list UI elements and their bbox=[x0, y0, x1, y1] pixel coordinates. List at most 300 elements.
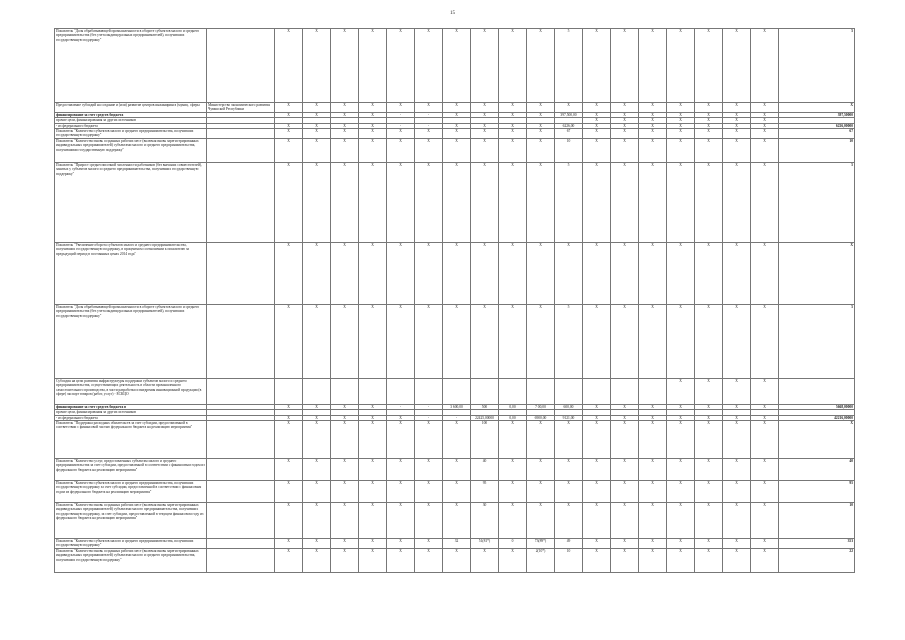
row-label: Показатель "Количество вновь созданных рабочих мест (включая вновь зарегистрированных индивидуальных предпринимателей) субъектами малого и среднего предпринимательства, получивших государственную поддержку" bbox=[55, 549, 207, 573]
table-cell: X bbox=[583, 242, 611, 304]
table-cell: X bbox=[527, 459, 555, 481]
table-cell: X bbox=[723, 481, 751, 503]
table-cell: 3 600,00 bbox=[443, 404, 471, 409]
table-cell: X bbox=[583, 112, 611, 117]
table-cell: X bbox=[527, 29, 555, 103]
table-cell: X bbox=[443, 242, 471, 304]
table-cell: X bbox=[723, 503, 751, 539]
table-cell: X bbox=[667, 404, 695, 409]
table-cell: X bbox=[667, 415, 695, 420]
table-cell: X bbox=[331, 549, 359, 573]
table-cell: X bbox=[583, 549, 611, 573]
row-label: финансирование за счет средств бюджета в bbox=[55, 404, 207, 409]
table-cell: X bbox=[275, 112, 303, 117]
table-cell: X bbox=[359, 162, 387, 242]
table-cell: X bbox=[695, 162, 723, 242]
table-row bbox=[55, 549, 855, 573]
table-cell: - bbox=[415, 123, 443, 128]
table-cell: X bbox=[751, 459, 779, 481]
table-cell: X bbox=[471, 304, 499, 378]
table-cell: X bbox=[639, 29, 667, 103]
row-unit bbox=[207, 549, 275, 573]
table-cell: 5 bbox=[555, 29, 583, 103]
table-cell: X bbox=[723, 138, 751, 162]
table-cell: X bbox=[275, 481, 303, 503]
row-label: Показатель "Доля обрабатывающей промышленности в обороте субъектов малого и среднего предпринимательства (без учета индивидуальных предпринимателей), получивших государственную поддержку" bbox=[55, 29, 207, 103]
table-cell: X bbox=[499, 138, 527, 162]
table-cell: X bbox=[555, 503, 583, 539]
table-cell: X bbox=[723, 123, 751, 128]
row-total: 42216,00000 bbox=[779, 415, 855, 420]
table-cell bbox=[499, 378, 527, 404]
table-cell: X bbox=[331, 123, 359, 128]
table-cell: X bbox=[275, 503, 303, 539]
row-total: 5668,00000 bbox=[779, 404, 855, 409]
table-cell: X bbox=[499, 112, 527, 117]
table-cell: 9121,00 bbox=[555, 415, 583, 420]
table-cell: X bbox=[583, 162, 611, 242]
table-cell: X bbox=[275, 123, 303, 128]
table-cell: 10 bbox=[555, 138, 583, 162]
table-cell: X bbox=[303, 503, 331, 539]
table-cell: X bbox=[275, 129, 303, 139]
table-cell: X bbox=[331, 129, 359, 139]
table-cell: X bbox=[359, 549, 387, 573]
table-cell: X bbox=[583, 503, 611, 539]
table-cell: X bbox=[499, 162, 527, 242]
row-total: 10 bbox=[779, 138, 855, 162]
table-cell: X bbox=[443, 162, 471, 242]
table-cell: X bbox=[415, 481, 443, 503]
table-cell: X bbox=[751, 242, 779, 304]
table-cell: X bbox=[275, 242, 303, 304]
table-cell: X bbox=[555, 481, 583, 503]
table-cell: X bbox=[723, 539, 751, 549]
table-cell: X bbox=[359, 242, 387, 304]
table-cell: X bbox=[527, 242, 555, 304]
table-cell bbox=[443, 378, 471, 404]
table-cell: X bbox=[443, 549, 471, 573]
table-cell: - bbox=[415, 404, 443, 409]
table-cell: X bbox=[695, 138, 723, 162]
table-cell: X bbox=[443, 304, 471, 378]
table-cell: X bbox=[303, 123, 331, 128]
table-cell: X bbox=[443, 123, 471, 128]
table-cell: X bbox=[387, 129, 415, 139]
table-cell: X bbox=[751, 549, 779, 573]
table-cell: X bbox=[639, 549, 667, 573]
table-cell: X bbox=[387, 162, 415, 242]
table-cell: X bbox=[275, 29, 303, 103]
table-cell: X bbox=[359, 129, 387, 139]
table-row bbox=[55, 129, 855, 139]
table-cell: X bbox=[527, 112, 555, 117]
row-total: 10 bbox=[779, 503, 855, 539]
table-cell: X bbox=[667, 29, 695, 103]
table-cell bbox=[639, 378, 667, 404]
table-cell: X bbox=[359, 304, 387, 378]
row-label: Показатель "Количество субъектов малого и среднего предпринимательства, получивших государственную поддержку" bbox=[55, 129, 207, 139]
page-number: 15 bbox=[450, 11, 455, 16]
table-cell: X bbox=[443, 129, 471, 139]
table-cell: X bbox=[415, 304, 443, 378]
table-cell: X bbox=[667, 242, 695, 304]
table-cell: X bbox=[667, 304, 695, 378]
row-total: 40 bbox=[779, 459, 855, 481]
table-cell: 0,00 bbox=[499, 415, 527, 420]
table-cell: X bbox=[415, 162, 443, 242]
table-cell: - bbox=[415, 415, 443, 420]
row-total: 353 bbox=[779, 539, 855, 549]
table-cell: X bbox=[331, 29, 359, 103]
table-cell: X bbox=[723, 29, 751, 103]
table-cell: X bbox=[667, 162, 695, 242]
table-cell: X bbox=[443, 138, 471, 162]
table-cell: X bbox=[695, 404, 723, 409]
table-cell: X bbox=[639, 112, 667, 117]
table-cell: X bbox=[611, 242, 639, 304]
table-cell: - bbox=[443, 415, 471, 420]
table-cell: X bbox=[303, 404, 331, 409]
table-cell: X bbox=[387, 481, 415, 503]
row-unit bbox=[207, 29, 275, 103]
table-cell: X bbox=[639, 459, 667, 481]
table-cell: X bbox=[723, 103, 751, 113]
table-cell: X bbox=[471, 242, 499, 304]
table-row bbox=[55, 503, 855, 539]
table-cell: 5 bbox=[555, 304, 583, 378]
table-cell: X bbox=[639, 503, 667, 539]
table-cell: 500 bbox=[471, 404, 499, 409]
row-unit bbox=[207, 421, 275, 459]
table-cell bbox=[359, 378, 387, 404]
table-cell: X bbox=[303, 415, 331, 420]
table-cell: X bbox=[415, 503, 443, 539]
table-cell: X bbox=[387, 242, 415, 304]
table-cell: X bbox=[527, 162, 555, 242]
table-cell: X bbox=[331, 304, 359, 378]
table-cell: 600,00 bbox=[555, 404, 583, 409]
table-cell: X bbox=[387, 549, 415, 573]
table-cell: X bbox=[611, 459, 639, 481]
table-cell: X bbox=[303, 242, 331, 304]
row-total: 5 bbox=[779, 162, 855, 242]
table-cell: X bbox=[555, 459, 583, 481]
table-cell: X bbox=[695, 539, 723, 549]
table-cell: X bbox=[359, 103, 387, 113]
table-cell: 32 bbox=[443, 539, 471, 549]
table-cell: X bbox=[275, 539, 303, 549]
table-cell: X bbox=[639, 242, 667, 304]
table-cell: 6226,00 bbox=[555, 123, 583, 128]
table-cell: X bbox=[275, 421, 303, 459]
table-cell: X bbox=[275, 304, 303, 378]
row-total: X bbox=[779, 103, 855, 113]
table-row bbox=[55, 459, 855, 481]
table-cell: X bbox=[415, 242, 443, 304]
table-cell: X bbox=[527, 304, 555, 378]
table-cell: X bbox=[611, 421, 639, 459]
table-cell: X bbox=[695, 549, 723, 573]
table-cell: X bbox=[471, 549, 499, 573]
table-cell: X bbox=[639, 103, 667, 113]
table-cell: 100 bbox=[471, 421, 499, 459]
table-cell: X bbox=[303, 112, 331, 117]
row-unit bbox=[207, 138, 275, 162]
table-row bbox=[55, 378, 855, 404]
table-cell: X bbox=[639, 304, 667, 378]
table-cell: X bbox=[275, 162, 303, 242]
table-cell: X bbox=[471, 138, 499, 162]
table-cell: X bbox=[527, 503, 555, 539]
table-cell: 0 bbox=[499, 539, 527, 549]
table-cell: X bbox=[695, 304, 723, 378]
table-cell: X bbox=[303, 421, 331, 459]
table-cell: X bbox=[499, 304, 527, 378]
table-cell: 7 00,00 bbox=[527, 404, 555, 409]
row-total: 5 bbox=[779, 304, 855, 378]
row-label: - из федерального бюджета bbox=[55, 415, 207, 420]
table-cell: X bbox=[331, 242, 359, 304]
row-label: Показатель "Количество вновь созданных рабочих мест (включая вновь зарегистрированных индивидуальных предпринимателей) субъектами малого предпринимательства, получивших государственную поддержку, за счет субсидии, предоставленной в текущем финансовом году из федерального бюджета на реализацию мероприятия" bbox=[55, 503, 207, 539]
table-row bbox=[55, 242, 855, 304]
table-cell: X bbox=[359, 29, 387, 103]
table-cell: X bbox=[303, 29, 331, 103]
row-total: 22 bbox=[779, 549, 855, 573]
table-cell: X bbox=[751, 415, 779, 420]
table-cell: 2(10*) bbox=[527, 549, 555, 573]
table-cell: X bbox=[387, 421, 415, 459]
table-cell: X bbox=[303, 162, 331, 242]
table-cell: X bbox=[359, 123, 387, 128]
table-cell: X bbox=[695, 242, 723, 304]
table-cell bbox=[471, 378, 499, 404]
table-cell: - bbox=[387, 112, 415, 117]
table-cell: X bbox=[611, 549, 639, 573]
table-cell: X bbox=[331, 459, 359, 481]
row-unit bbox=[207, 304, 275, 378]
table-cell: X bbox=[443, 29, 471, 103]
table-cell: X bbox=[331, 112, 359, 117]
table-cell: X bbox=[387, 138, 415, 162]
table-cell: X bbox=[359, 459, 387, 481]
table-cell: - bbox=[387, 404, 415, 409]
row-unit bbox=[207, 242, 275, 304]
table-cell: X bbox=[667, 129, 695, 139]
table-cell: X bbox=[443, 503, 471, 539]
table-cell: X bbox=[471, 112, 499, 117]
table-cell bbox=[583, 378, 611, 404]
table-cell: X bbox=[751, 118, 779, 123]
table-cell: X bbox=[331, 503, 359, 539]
table-cell: X bbox=[751, 503, 779, 539]
table-cell: X bbox=[359, 112, 387, 117]
table-cell: X bbox=[723, 242, 751, 304]
table-cell: X bbox=[751, 123, 779, 128]
table-cell: - bbox=[415, 112, 443, 117]
table-row bbox=[55, 421, 855, 459]
table-cell: 6900,00 bbox=[527, 415, 555, 420]
table-cell: 51(81*) bbox=[471, 539, 499, 549]
table-row bbox=[55, 103, 855, 113]
table-cell: X bbox=[555, 103, 583, 113]
table-cell: X bbox=[303, 549, 331, 573]
table-cell: X bbox=[695, 503, 723, 539]
table-cell: X bbox=[611, 481, 639, 503]
table-cell: X bbox=[555, 242, 583, 304]
table-cell: 397,500,00 bbox=[555, 112, 583, 117]
table-cell: X bbox=[499, 129, 527, 139]
table-cell: X bbox=[611, 415, 639, 420]
row-label: Субсидия на цели развития инфраструктуры поддержки субъектов малого и среднего предпринимательства, осуществляющих деятельность в области промышленного самостоятельного производства, в части разработки и внедрения инновационной продукции (в сфере) экспорт товаров (работ, услуг) - ЕСКЦО bbox=[55, 378, 207, 404]
table-cell: X bbox=[275, 404, 303, 409]
table-cell: X bbox=[331, 162, 359, 242]
table-cell: X bbox=[583, 29, 611, 103]
table-cell: X bbox=[611, 129, 639, 139]
table-cell: X bbox=[751, 129, 779, 139]
table-cell: X bbox=[359, 421, 387, 459]
row-total: 95 bbox=[779, 481, 855, 503]
table-cell: X bbox=[639, 481, 667, 503]
table-cell: X bbox=[471, 162, 499, 242]
table-cell: X bbox=[695, 378, 723, 404]
table-cell: X bbox=[331, 103, 359, 113]
table-cell: X bbox=[443, 459, 471, 481]
table-cell bbox=[527, 378, 555, 404]
row-label: Показатель "Увеличение оборота субъектов малого и среднего предпринимательства, получивших государственную поддержку, в процентном соотношении к показателю за предыдущий период в постоянных ценах 2014 года" bbox=[55, 242, 207, 304]
table-cell: X bbox=[415, 138, 443, 162]
table-cell: X bbox=[527, 481, 555, 503]
table-cell: X bbox=[667, 503, 695, 539]
table-cell: X bbox=[303, 481, 331, 503]
table-cell: X bbox=[275, 103, 303, 113]
row-total: X bbox=[779, 421, 855, 459]
table-cell: X bbox=[443, 112, 471, 117]
table-cell: X bbox=[723, 404, 751, 409]
table-cell: X bbox=[667, 118, 695, 123]
table-cell: X bbox=[303, 103, 331, 113]
table-cell: X bbox=[611, 112, 639, 117]
row-label: Показатель "Количество услуг, предоставленных субъектам малого и среднего предпринимательства за счет субсидии, предоставленной в соответствии с финансовым годом из федерального бюджета на реализацию мероприятия" bbox=[55, 459, 207, 481]
table-cell: X bbox=[583, 304, 611, 378]
row-unit bbox=[207, 539, 275, 549]
table-cell: X bbox=[527, 421, 555, 459]
table-cell: X bbox=[751, 138, 779, 162]
table-cell: X bbox=[639, 162, 667, 242]
table-cell: X bbox=[527, 103, 555, 113]
row-unit bbox=[207, 162, 275, 242]
table-cell: X bbox=[751, 378, 779, 404]
table-row bbox=[55, 162, 855, 242]
table-cell: X bbox=[611, 29, 639, 103]
table-cell: 30 bbox=[471, 503, 499, 539]
table-cell: X bbox=[359, 138, 387, 162]
table-cell: X bbox=[527, 129, 555, 139]
table-cell: X bbox=[583, 539, 611, 549]
table-cell: X bbox=[611, 123, 639, 128]
table-cell: X bbox=[443, 481, 471, 503]
row-unit bbox=[207, 481, 275, 503]
table-cell bbox=[611, 378, 639, 404]
table-row bbox=[55, 138, 855, 162]
table-cell: X bbox=[751, 304, 779, 378]
data-table bbox=[54, 28, 855, 573]
table-cell: X bbox=[583, 421, 611, 459]
table-cell: X bbox=[695, 123, 723, 128]
table-cell: X bbox=[751, 421, 779, 459]
table-cell: X bbox=[415, 129, 443, 139]
table-cell: X bbox=[331, 415, 359, 420]
table-cell: X bbox=[387, 539, 415, 549]
table-cell: X bbox=[583, 129, 611, 139]
table-cell: 95 bbox=[471, 481, 499, 503]
table-cell: X bbox=[359, 481, 387, 503]
table-cell: X bbox=[275, 415, 303, 420]
table-cell: X bbox=[499, 242, 527, 304]
row-unit bbox=[207, 129, 275, 139]
table-row bbox=[55, 481, 855, 503]
table-cell: X bbox=[583, 123, 611, 128]
table-cell: X bbox=[415, 103, 443, 113]
table-cell: X bbox=[723, 162, 751, 242]
table-cell: X bbox=[499, 421, 527, 459]
table-cell: X bbox=[723, 118, 751, 123]
row-unit bbox=[207, 459, 275, 481]
table-cell: X bbox=[443, 421, 471, 459]
row-total: X bbox=[779, 242, 855, 304]
table-cell: 67 bbox=[555, 129, 583, 139]
table-cell: X bbox=[499, 481, 527, 503]
table-cell: 10 bbox=[555, 549, 583, 573]
table-cell: X bbox=[751, 481, 779, 503]
table-cell: X bbox=[639, 123, 667, 128]
table-cell: X bbox=[667, 138, 695, 162]
table-cell: X bbox=[639, 118, 667, 123]
table-cell: 73(89*) bbox=[527, 539, 555, 549]
table-cell: X bbox=[471, 29, 499, 103]
table-cell: X bbox=[471, 129, 499, 139]
table-cell: X bbox=[331, 138, 359, 162]
table-cell: X bbox=[695, 103, 723, 113]
row-label: Показатель "Доля обрабатывающей промышленности в обороте субъектов малого и среднего предпринимательства (без учета индивидуальных предпринимателей), получивших государственную поддержку" bbox=[55, 304, 207, 378]
table-cell: X bbox=[275, 549, 303, 573]
table-cell: X bbox=[695, 29, 723, 103]
row-unit bbox=[207, 503, 275, 539]
table-cell: X bbox=[667, 421, 695, 459]
table-cell bbox=[415, 378, 443, 404]
table-cell: X bbox=[639, 138, 667, 162]
table-cell: X bbox=[387, 304, 415, 378]
table-cell: X bbox=[611, 304, 639, 378]
table-cell: X bbox=[275, 459, 303, 481]
table-row bbox=[55, 304, 855, 378]
table-cell: 22425,00000 bbox=[471, 415, 499, 420]
table-cell: X bbox=[527, 138, 555, 162]
table-cell: X bbox=[583, 118, 611, 123]
table-cell: X bbox=[667, 549, 695, 573]
table-cell: 49 bbox=[555, 539, 583, 549]
table-cell: X bbox=[695, 129, 723, 139]
table-cell: X bbox=[387, 503, 415, 539]
table-cell: X bbox=[751, 539, 779, 549]
table-cell: X bbox=[331, 404, 359, 409]
table-cell: X bbox=[359, 539, 387, 549]
table-cell: X bbox=[275, 138, 303, 162]
table-cell: X bbox=[331, 539, 359, 549]
row-label: Предоставление субсидий на создание и (или) развитие центров инжиниринга (муниц. сферы bbox=[55, 103, 207, 113]
table-cell: X bbox=[611, 539, 639, 549]
table-cell: X bbox=[695, 112, 723, 117]
